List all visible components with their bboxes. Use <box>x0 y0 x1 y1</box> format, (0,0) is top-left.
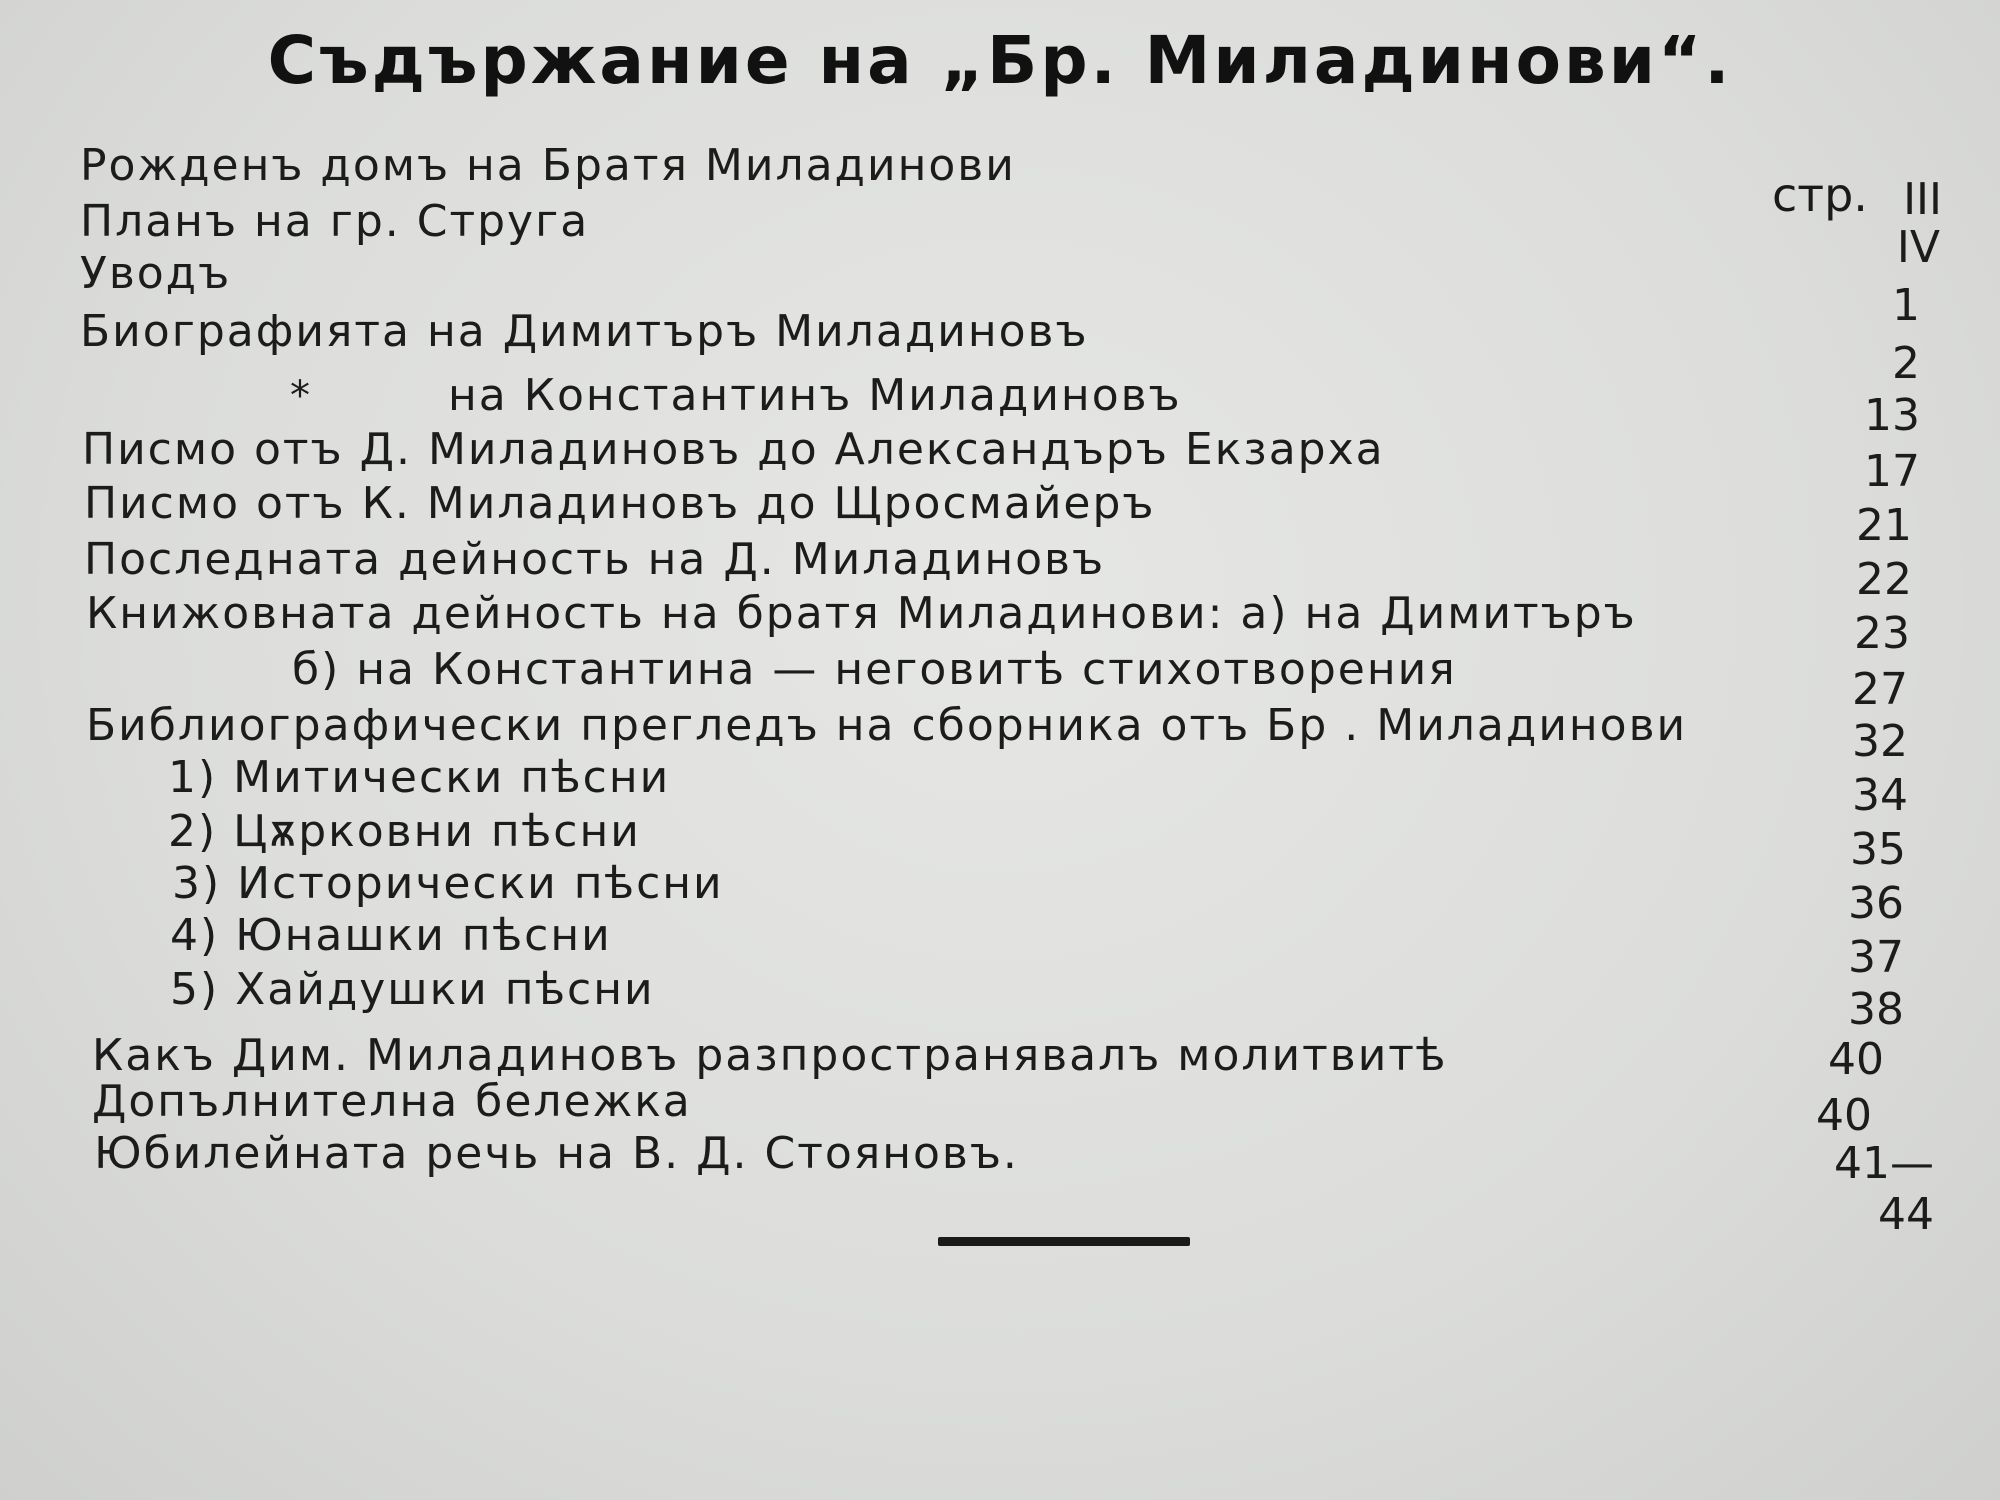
toc-entry-page: 2 <box>1892 338 1920 389</box>
toc-entry-title: Писмо отъ Д. Миладиновъ до Александъръ Екзарха <box>82 424 1385 475</box>
toc-entry-page: 38 <box>1848 984 1904 1035</box>
toc-row <box>0 700 2000 767</box>
toc-entry-title: 1) Митически пѣсни <box>168 752 671 803</box>
toc-entry-page: 35 <box>1850 824 1906 875</box>
toc-entry-title: на Константинъ Миладиновъ <box>448 370 1182 421</box>
toc-entry-title: 5) Хайдушки пѣсни <box>170 964 655 1015</box>
toc-row <box>0 1128 2000 1240</box>
toc-entry-page: 27 <box>1852 664 1908 715</box>
toc-row <box>0 1076 2000 1141</box>
toc-entry-page: 41—44 <box>1834 1138 1934 1240</box>
toc-entry-page: 23 <box>1854 608 1910 659</box>
toc-entry-page: 37 <box>1848 932 1904 983</box>
toc-entry-page: 13 <box>1864 390 1920 441</box>
toc-row <box>0 964 2000 1035</box>
toc-entry-page: 34 <box>1852 770 1908 821</box>
toc-row <box>0 478 2000 551</box>
toc-row <box>0 752 2000 821</box>
end-rule <box>938 1237 1190 1246</box>
toc-entry-title: Рожденъ домъ на Братя Миладинови <box>80 140 1016 191</box>
toc-entry-page: 21 <box>1856 500 1912 551</box>
toc-entry-title: Уводъ <box>80 248 232 299</box>
toc-entry-title: Какъ Дим. Миладиновъ разпространявалъ молитвитѣ <box>92 1030 1448 1081</box>
toc-entry-page: 32 <box>1852 716 1908 767</box>
toc-entry-title: 3) Исторически пѣсни <box>172 858 724 909</box>
toc-row <box>0 644 2000 715</box>
toc-row <box>0 370 2000 441</box>
toc-entry-page: 40 <box>1816 1090 1872 1141</box>
toc-entry-title: Последната дейность на Д. Миладиновъ <box>84 534 1106 585</box>
toc-entry-title: Биографията на Димитъръ Миладиновъ <box>80 306 1089 357</box>
toc-entry-title: Планъ на гр. Струга <box>80 196 590 247</box>
toc-row <box>0 306 2000 389</box>
toc-entry-page: IV <box>1896 222 1940 273</box>
toc-entry-title: Юбилейната речь на В. Д. Стояновъ. <box>94 1128 1019 1179</box>
toc-entry-title: 4) Юнашки пѣсни <box>170 910 612 961</box>
toc-row <box>0 588 2000 659</box>
toc-entry-page: 1 <box>1892 280 1920 331</box>
toc-row <box>0 534 2000 605</box>
toc-row <box>0 196 2000 273</box>
toc-entry-title: Книжовната дейность на братя Миладинови: а) на Димитъръ <box>86 588 1637 639</box>
ditto-marker: * <box>290 373 310 419</box>
toc-entry-page: 17 <box>1864 446 1920 497</box>
toc-entry-page: 40 <box>1828 1034 1884 1085</box>
toc-entry-page: 36 <box>1848 878 1904 929</box>
toc-row <box>0 424 2000 497</box>
toc-entry-title: Допълнителна бележка <box>92 1076 692 1127</box>
toc-row <box>0 806 2000 875</box>
toc-entry-title: Писмо отъ К. Миладиновъ до Щросмайеръ <box>84 478 1156 529</box>
toc-row <box>0 858 2000 929</box>
toc-entry-title: б) на Константина — неговитѣ стихотворения <box>292 644 1457 695</box>
toc-entry-title: Библиографически прегледъ на сборника отъ Бр . Миладинови <box>86 700 1688 751</box>
page-column-label: стр. <box>1772 168 1868 222</box>
toc-row <box>0 910 2000 983</box>
toc-entry-page: 22 <box>1856 554 1912 605</box>
page-title: Съдържание на „Бр. Миладинови“. <box>267 22 1733 99</box>
toc-row <box>0 248 2000 331</box>
toc-entry-title: 2) Цѫрковни пѣсни <box>168 806 641 857</box>
toc-entry-page: III <box>1903 174 1942 225</box>
